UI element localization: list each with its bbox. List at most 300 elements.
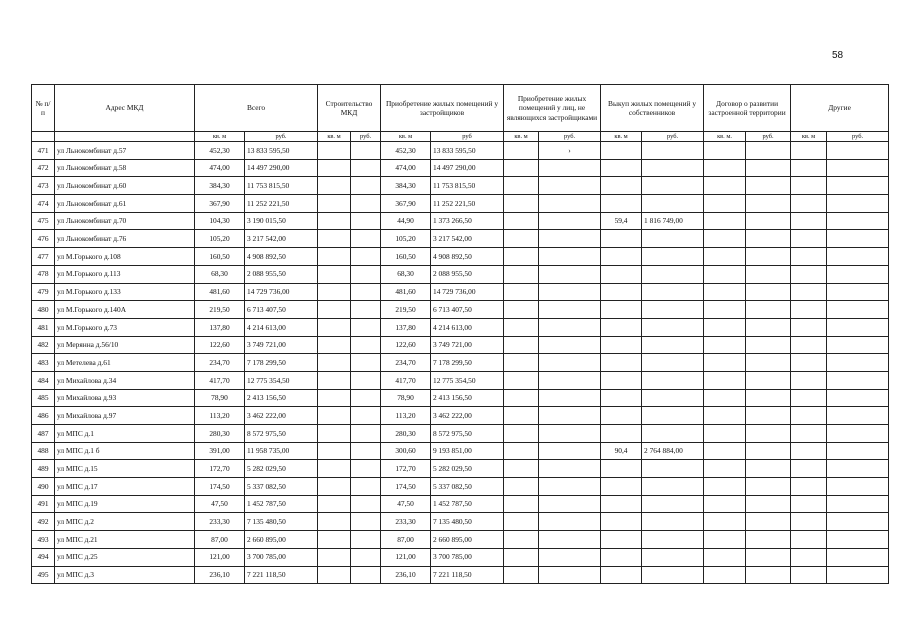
address-cell: ул М.Горького д.108 [55, 248, 195, 266]
buyout-rub-cell [642, 548, 704, 566]
header-num: № п/п [32, 85, 55, 132]
non-developer-rub-cell: › [539, 142, 601, 160]
construction-area-cell [318, 142, 351, 160]
other-area-cell [791, 230, 827, 248]
total-rub-cell: 7 221 118,50 [245, 566, 318, 584]
total-rub-cell: 13 833 595,50 [245, 142, 318, 160]
buyout-area-cell [601, 478, 642, 496]
total-area-cell: 105,20 [195, 230, 245, 248]
other-rub-cell [827, 407, 889, 425]
row-number: 471 [32, 142, 55, 160]
other-area-cell [791, 301, 827, 319]
buyout-rub-cell [642, 354, 704, 372]
buyout-area-cell [601, 195, 642, 213]
buyout-area-cell [601, 159, 642, 177]
other-area-cell [791, 425, 827, 443]
table-row [32, 336, 889, 354]
address-cell: ул МПС д.3 [55, 566, 195, 584]
row-number: 486 [32, 407, 55, 425]
row-number: 487 [32, 425, 55, 443]
unit-header: кв. м [601, 132, 642, 142]
header-construction: Строительство МКД [318, 85, 381, 132]
non-developer-area-cell [504, 442, 539, 460]
unit-header: руб. [351, 132, 381, 142]
address-cell: ул МПС д.1 [55, 425, 195, 443]
table-row [32, 478, 889, 496]
developer-area-cell: 122,60 [381, 336, 431, 354]
buyout-area-cell [601, 513, 642, 531]
total-rub-cell: 1 452 787,50 [245, 495, 318, 513]
construction-area-cell [318, 336, 351, 354]
construction-rub-cell [351, 248, 381, 266]
developer-rub-cell: 14 497 290,00 [431, 159, 504, 177]
territory-rub-cell [746, 460, 791, 478]
total-rub-cell: 4 908 892,50 [245, 248, 318, 266]
construction-rub-cell [351, 195, 381, 213]
total-area-cell: 384,30 [195, 177, 245, 195]
table-body [32, 142, 889, 584]
unit-header: кв. м [195, 132, 245, 142]
construction-area-cell [318, 354, 351, 372]
territory-area-cell [704, 371, 746, 389]
other-rub-cell [827, 142, 889, 160]
developer-rub-cell: 4 214 613,00 [431, 318, 504, 336]
row-number: 484 [32, 371, 55, 389]
developer-rub-cell: 9 193 851,00 [431, 442, 504, 460]
construction-rub-cell [351, 142, 381, 160]
non-developer-rub-cell [539, 159, 601, 177]
buyout-rub-cell [642, 159, 704, 177]
buyout-area-cell [601, 142, 642, 160]
table-row [32, 265, 889, 283]
non-developer-area-cell [504, 301, 539, 319]
other-rub-cell [827, 389, 889, 407]
address-cell: ул Метелева д.61 [55, 354, 195, 372]
construction-rub-cell [351, 425, 381, 443]
non-developer-area-cell [504, 495, 539, 513]
address-cell: ул М.Горького д.73 [55, 318, 195, 336]
other-area-cell [791, 566, 827, 584]
total-area-cell: 219,50 [195, 301, 245, 319]
territory-area-cell [704, 354, 746, 372]
territory-rub-cell [746, 265, 791, 283]
address-cell: ул МПС д.1 б [55, 442, 195, 460]
table-row [32, 389, 889, 407]
other-rub-cell [827, 371, 889, 389]
address-cell: ул М.Горького д.133 [55, 283, 195, 301]
total-rub-cell: 3 217 542,00 [245, 230, 318, 248]
non-developer-rub-cell [539, 177, 601, 195]
developer-area-cell: 384,30 [381, 177, 431, 195]
non-developer-area-cell [504, 566, 539, 584]
territory-rub-cell [746, 230, 791, 248]
total-area-cell: 233,30 [195, 513, 245, 531]
address-cell: ул Михайлова д.34 [55, 371, 195, 389]
construction-rub-cell [351, 265, 381, 283]
non-developer-rub-cell [539, 318, 601, 336]
territory-area-cell [704, 212, 746, 230]
non-developer-area-cell [504, 230, 539, 248]
address-cell: ул МПС д.2 [55, 513, 195, 531]
table-row [32, 442, 889, 460]
non-developer-area-cell [504, 425, 539, 443]
non-developer-rub-cell [539, 389, 601, 407]
total-rub-cell: 8 572 975,50 [245, 425, 318, 443]
other-rub-cell [827, 531, 889, 549]
row-number: 473 [32, 177, 55, 195]
other-rub-cell [827, 248, 889, 266]
table-row [32, 248, 889, 266]
row-number: 478 [32, 265, 55, 283]
row-number: 491 [32, 495, 55, 513]
table-row [32, 283, 889, 301]
total-area-cell: 122,60 [195, 336, 245, 354]
total-area-cell: 236,10 [195, 566, 245, 584]
construction-rub-cell [351, 478, 381, 496]
construction-rub-cell [351, 531, 381, 549]
header-territory-agreement: Договор о развитии застроенной территории [704, 85, 791, 132]
developer-rub-cell: 13 833 595,50 [431, 142, 504, 160]
other-area-cell [791, 407, 827, 425]
developer-area-cell: 417,70 [381, 371, 431, 389]
buyout-area-cell [601, 301, 642, 319]
other-rub-cell [827, 425, 889, 443]
territory-area-cell [704, 283, 746, 301]
construction-area-cell [318, 495, 351, 513]
territory-area-cell [704, 265, 746, 283]
total-area-cell: 78,90 [195, 389, 245, 407]
non-developer-area-cell [504, 159, 539, 177]
territory-area-cell [704, 142, 746, 160]
non-developer-rub-cell [539, 336, 601, 354]
total-rub-cell: 2 413 156,50 [245, 389, 318, 407]
territory-rub-cell [746, 442, 791, 460]
address-cell: ул МПС д.19 [55, 495, 195, 513]
construction-rub-cell [351, 495, 381, 513]
non-developer-area-cell [504, 407, 539, 425]
construction-area-cell [318, 371, 351, 389]
buyout-area-cell [601, 371, 642, 389]
total-rub-cell: 5 282 029,50 [245, 460, 318, 478]
buyout-area-cell [601, 389, 642, 407]
developer-rub-cell: 5 282 029,50 [431, 460, 504, 478]
header-purchase-developers: Приобретение жилых помещений у застройщиков [381, 85, 504, 132]
table-row [32, 212, 889, 230]
total-rub-cell: 7 135 480,50 [245, 513, 318, 531]
non-developer-area-cell [504, 248, 539, 266]
address-cell: ул Льнокомбинат д.70 [55, 212, 195, 230]
non-developer-area-cell [504, 265, 539, 283]
address-cell: ул МПС д.17 [55, 478, 195, 496]
non-developer-rub-cell [539, 195, 601, 213]
developer-area-cell: 44,90 [381, 212, 431, 230]
buyout-rub-cell [642, 513, 704, 531]
construction-area-cell [318, 159, 351, 177]
table-row [32, 460, 889, 478]
developer-area-cell: 233,30 [381, 513, 431, 531]
other-rub-cell [827, 265, 889, 283]
construction-rub-cell [351, 301, 381, 319]
table-row [32, 195, 889, 213]
buyout-rub-cell [642, 265, 704, 283]
buyout-rub-cell: 2 764 884,00 [642, 442, 704, 460]
buyout-area-cell [601, 425, 642, 443]
other-rub-cell [827, 460, 889, 478]
non-developer-rub-cell [539, 301, 601, 319]
total-rub-cell: 14 497 290,00 [245, 159, 318, 177]
table-row [32, 513, 889, 531]
territory-rub-cell [746, 478, 791, 496]
other-area-cell [791, 177, 827, 195]
non-developer-rub-cell [539, 230, 601, 248]
non-developer-rub-cell [539, 513, 601, 531]
developer-rub-cell: 11 753 815,50 [431, 177, 504, 195]
table-row [32, 318, 889, 336]
other-area-cell [791, 531, 827, 549]
developer-area-cell: 367,90 [381, 195, 431, 213]
address-cell: ул М.Горького д.140А [55, 301, 195, 319]
other-area-cell [791, 478, 827, 496]
developer-rub-cell: 2 413 156,50 [431, 389, 504, 407]
row-number: 476 [32, 230, 55, 248]
address-cell: ул Льнокомбинат д.61 [55, 195, 195, 213]
non-developer-rub-cell [539, 531, 601, 549]
address-cell: ул МПС д.15 [55, 460, 195, 478]
non-developer-rub-cell [539, 442, 601, 460]
total-rub-cell: 2 660 895,00 [245, 531, 318, 549]
territory-area-cell [704, 318, 746, 336]
territory-area-cell [704, 566, 746, 584]
developer-area-cell: 234,70 [381, 354, 431, 372]
construction-rub-cell [351, 407, 381, 425]
non-developer-area-cell [504, 212, 539, 230]
territory-rub-cell [746, 513, 791, 531]
buyout-area-cell [601, 248, 642, 266]
unit-header: кв. м [381, 132, 431, 142]
buyout-area-cell [601, 495, 642, 513]
developer-rub-cell: 1 373 266,50 [431, 212, 504, 230]
address-cell: ул Михайлова д.93 [55, 389, 195, 407]
construction-area-cell [318, 425, 351, 443]
developer-area-cell: 121,00 [381, 548, 431, 566]
other-area-cell [791, 442, 827, 460]
other-rub-cell [827, 212, 889, 230]
other-area-cell [791, 318, 827, 336]
row-number: 482 [32, 336, 55, 354]
other-rub-cell [827, 159, 889, 177]
developer-area-cell: 105,20 [381, 230, 431, 248]
non-developer-area-cell [504, 371, 539, 389]
developer-rub-cell: 12 775 354,50 [431, 371, 504, 389]
row-number: 494 [32, 548, 55, 566]
developer-rub-cell: 7 178 299,50 [431, 354, 504, 372]
buyout-rub-cell [642, 177, 704, 195]
developer-rub-cell: 1 452 787,50 [431, 495, 504, 513]
unit-header: руб. [245, 132, 318, 142]
buyout-area-cell [601, 177, 642, 195]
total-rub-cell: 6 713 407,50 [245, 301, 318, 319]
construction-area-cell [318, 531, 351, 549]
buyout-rub-cell [642, 460, 704, 478]
other-area-cell [791, 212, 827, 230]
territory-rub-cell [746, 177, 791, 195]
non-developer-area-cell [504, 548, 539, 566]
developer-rub-cell: 7 221 118,50 [431, 566, 504, 584]
table-row [32, 371, 889, 389]
table-row [32, 177, 889, 195]
developer-area-cell: 47,50 [381, 495, 431, 513]
total-area-cell: 68,30 [195, 265, 245, 283]
table-row [32, 495, 889, 513]
non-developer-rub-cell [539, 212, 601, 230]
address-cell: ул Льнокомбинат д.57 [55, 142, 195, 160]
non-developer-rub-cell [539, 248, 601, 266]
territory-area-cell [704, 531, 746, 549]
construction-area-cell [318, 265, 351, 283]
other-area-cell [791, 371, 827, 389]
buyout-rub-cell [642, 248, 704, 266]
total-area-cell: 280,30 [195, 425, 245, 443]
buyout-area-cell [601, 548, 642, 566]
developer-area-cell: 300,60 [381, 442, 431, 460]
total-area-cell: 417,70 [195, 371, 245, 389]
non-developer-area-cell [504, 354, 539, 372]
territory-rub-cell [746, 248, 791, 266]
unit-header: кв. м [504, 132, 539, 142]
total-rub-cell: 3 462 222,00 [245, 407, 318, 425]
buyout-rub-cell [642, 142, 704, 160]
header-purchase-non-developers: Приобретение жилых помещений у лиц, не являющихся застройщиками [504, 85, 601, 132]
construction-area-cell [318, 248, 351, 266]
territory-area-cell [704, 336, 746, 354]
buyout-area-cell: 90,4 [601, 442, 642, 460]
other-area-cell [791, 265, 827, 283]
other-rub-cell [827, 354, 889, 372]
construction-rub-cell [351, 336, 381, 354]
territory-rub-cell [746, 566, 791, 584]
developer-area-cell: 87,00 [381, 531, 431, 549]
total-area-cell: 47,50 [195, 495, 245, 513]
other-rub-cell [827, 442, 889, 460]
buyout-rub-cell [642, 389, 704, 407]
construction-area-cell [318, 513, 351, 531]
buyout-area-cell [601, 336, 642, 354]
developer-rub-cell: 8 572 975,50 [431, 425, 504, 443]
other-area-cell [791, 354, 827, 372]
total-rub-cell: 3 749 721,00 [245, 336, 318, 354]
buyout-area-cell [601, 265, 642, 283]
address-cell: ул М.Горького д.113 [55, 265, 195, 283]
non-developer-rub-cell [539, 548, 601, 566]
construction-rub-cell [351, 442, 381, 460]
non-developer-area-cell [504, 318, 539, 336]
other-rub-cell [827, 230, 889, 248]
developer-rub-cell: 3 700 785,00 [431, 548, 504, 566]
territory-area-cell [704, 460, 746, 478]
developer-area-cell: 172,70 [381, 460, 431, 478]
table-row [32, 301, 889, 319]
table-row [32, 407, 889, 425]
territory-rub-cell [746, 495, 791, 513]
row-number: 490 [32, 478, 55, 496]
housing-table [31, 84, 889, 584]
territory-area-cell [704, 195, 746, 213]
row-number: 492 [32, 513, 55, 531]
row-number: 472 [32, 159, 55, 177]
total-area-cell: 452,30 [195, 142, 245, 160]
buyout-rub-cell [642, 495, 704, 513]
total-rub-cell: 11 753 815,50 [245, 177, 318, 195]
other-area-cell [791, 248, 827, 266]
buyout-area-cell [601, 283, 642, 301]
total-area-cell: 367,90 [195, 195, 245, 213]
construction-area-cell [318, 195, 351, 213]
table-row [32, 142, 889, 160]
header-row-groups [32, 85, 889, 132]
total-rub-cell: 11 252 221,50 [245, 195, 318, 213]
total-area-cell: 113,20 [195, 407, 245, 425]
unit-header: руб. [539, 132, 601, 142]
developer-area-cell: 78,90 [381, 389, 431, 407]
unit-blank [55, 132, 195, 142]
territory-area-cell [704, 301, 746, 319]
non-developer-area-cell [504, 283, 539, 301]
buyout-rub-cell [642, 478, 704, 496]
address-cell: ул МПС д.21 [55, 531, 195, 549]
non-developer-rub-cell [539, 354, 601, 372]
total-area-cell: 160,50 [195, 248, 245, 266]
buyout-area-cell [601, 318, 642, 336]
other-rub-cell [827, 318, 889, 336]
non-developer-rub-cell [539, 478, 601, 496]
buyout-rub-cell [642, 407, 704, 425]
territory-area-cell [704, 177, 746, 195]
other-rub-cell [827, 513, 889, 531]
row-number: 485 [32, 389, 55, 407]
territory-rub-cell [746, 212, 791, 230]
construction-rub-cell [351, 389, 381, 407]
other-area-cell [791, 159, 827, 177]
other-rub-cell [827, 301, 889, 319]
row-number: 481 [32, 318, 55, 336]
unit-header: кв. м. [704, 132, 746, 142]
territory-rub-cell [746, 407, 791, 425]
unit-header: кв. м [318, 132, 351, 142]
row-number: 489 [32, 460, 55, 478]
non-developer-rub-cell [539, 495, 601, 513]
other-area-cell [791, 283, 827, 301]
row-number: 493 [32, 531, 55, 549]
buyout-area-cell [601, 230, 642, 248]
construction-area-cell [318, 460, 351, 478]
unit-blank [32, 132, 55, 142]
total-rub-cell: 12 775 354,50 [245, 371, 318, 389]
territory-rub-cell [746, 336, 791, 354]
address-cell: ул Мерянна д.56/10 [55, 336, 195, 354]
developer-rub-cell: 7 135 480,50 [431, 513, 504, 531]
non-developer-rub-cell [539, 425, 601, 443]
construction-area-cell [318, 230, 351, 248]
other-area-cell [791, 548, 827, 566]
territory-rub-cell [746, 195, 791, 213]
developer-area-cell: 236,10 [381, 566, 431, 584]
total-area-cell: 172,70 [195, 460, 245, 478]
territory-rub-cell [746, 425, 791, 443]
construction-rub-cell [351, 371, 381, 389]
total-rub-cell: 7 178 299,50 [245, 354, 318, 372]
total-area-cell: 474,00 [195, 159, 245, 177]
address-cell: ул Льнокомбинат д.76 [55, 230, 195, 248]
